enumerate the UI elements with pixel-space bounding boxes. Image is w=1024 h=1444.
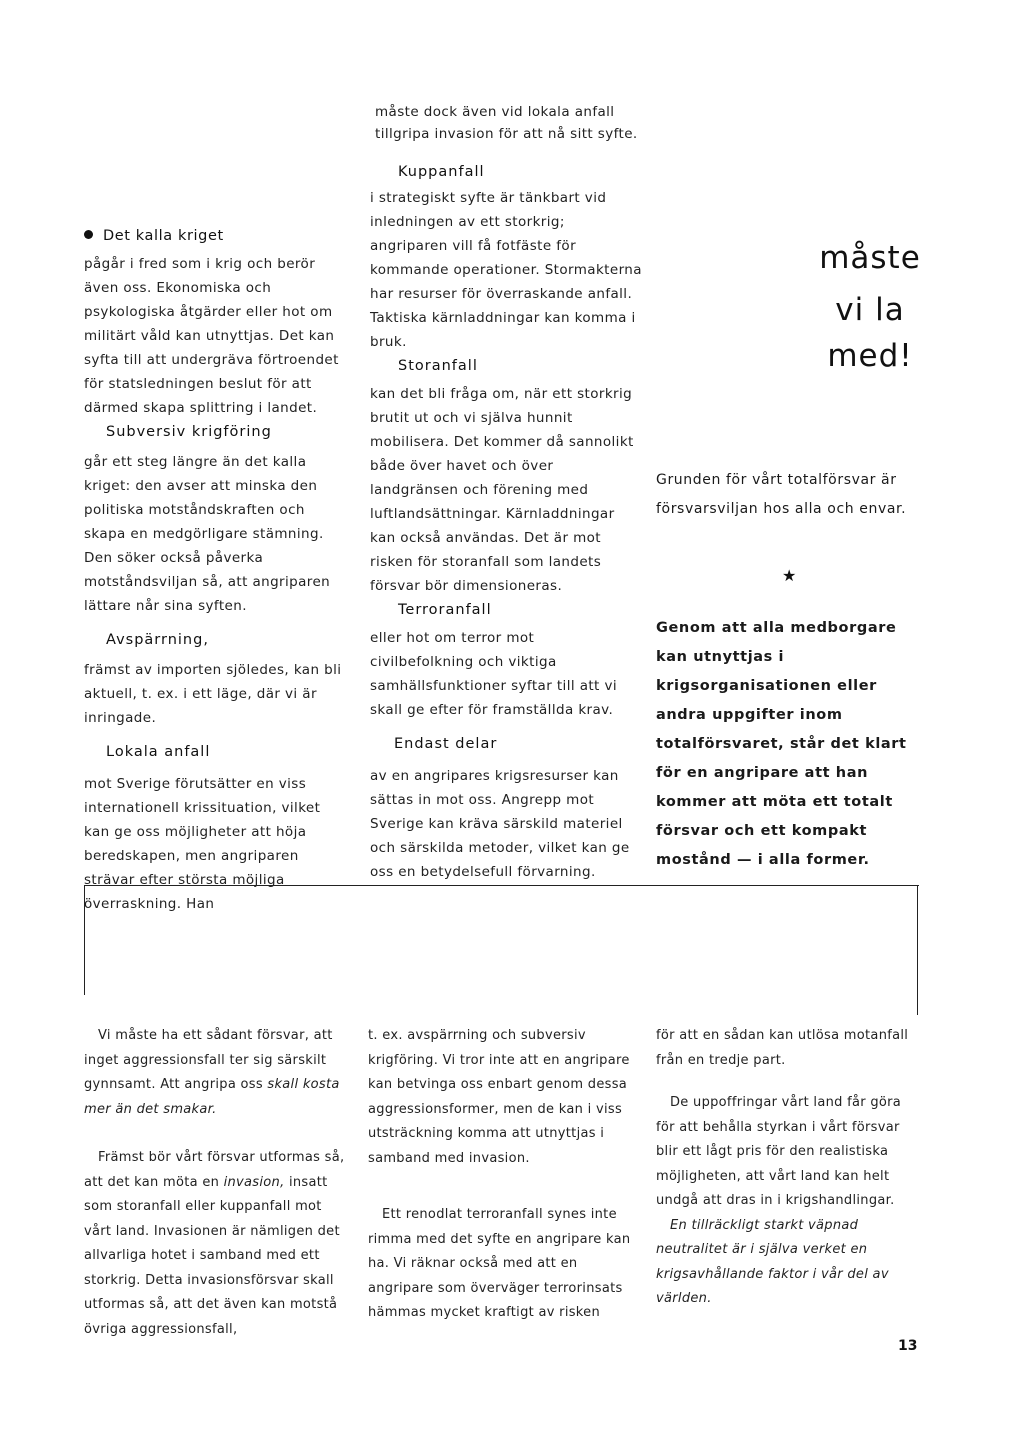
- paragraph-terroranfall: eller hot om terror mot civilbefolkning och viktiga samhällsfunktioner syftar till att vi skall ge efter för framställda krav.: [370, 630, 617, 718]
- frame-left-line: [84, 885, 85, 995]
- bottom-paragraph-4: Ett renodlat terroranfall synes inte rimma med det syfte en angripare kan ha. Vi räknar också med att en angripare som överväger terrorinsats hämmas mycket kraftigt av risken: [368, 1207, 631, 1320]
- bottom-paragraph-3: t. ex. avspärrning och subversiv krigföring. Vi tror inte att en angripare kan betvinga oss enbart genom dessa aggressionsformer, men de kan i viss utsträckning komma att utnyttjas i samband med invasion.: [368, 1028, 630, 1166]
- bottom-paragraph-5: för att en sådan kan utlösa motanfall från en tredje part.: [656, 1028, 909, 1068]
- bottom-paragraph-6: De uppoffringar vårt land får göra för att behålla styrkan i vårt försvar blir ett lågt pris för den realistiska möjligheten, att vårt land kan helt undgå att dras in i krigshandlingar.: [656, 1095, 902, 1208]
- bottom-column-3: [656, 1024, 922, 1312]
- bullet-icon: [84, 230, 93, 239]
- paragraph-lokala-anfall: mot Sverige förutsätter en viss internationell krissituation, vilket kan ge oss möjligheter att höja beredskapen, men angriparen strävar efter största möjliga överraskning. Han: [84, 776, 321, 912]
- left-column: [84, 224, 348, 916]
- frame-top-line: [84, 885, 919, 886]
- paragraph-det-kalla-kriget: pågår i fred som i krig och berör även oss. Ekonomiska och psykologiska åtgärder eller hot om militärt våld kan utnyttjas. Det kan syfta till att undergräva förtroendet för statsledningen beslut för att därmed skapa splittring i landet.: [84, 256, 339, 416]
- page-number: 13: [898, 1338, 918, 1354]
- bottom-paragraph-1: Vi måste ha ett sådant försvar, att inget aggressionsfall ter sig särskilt gynnsamt. Att angripa oss skall kosta mer än det smakar.: [84, 1028, 340, 1117]
- heading-subversiv-krigforing: Subversiv krigföring: [106, 424, 272, 440]
- slogan-line-1: måste: [819, 240, 921, 276]
- heading-endast-delar: Endast delar: [394, 736, 498, 752]
- paragraph-storanfall: kan det bli fråga om, när ett storkrig brutit ut och vi själva hunnit mobilisera. Det kommer då sannolikt både över havet och över landgränsen och förening med luftlandsättningar. Kärnladdningar kan också användas. Det är mot risken för storanfall som landets försvar bör dimensioneras.: [370, 386, 634, 594]
- bottom-paragraph-7: En tillräckligt starkt väpnad neutralitet är i själva verket en krigsavhållande faktor i vår del av världen.: [656, 1217, 889, 1306]
- top-line-2: tillgripa invasion för att nå sitt syfte.: [375, 126, 638, 142]
- paragraph-avsparrning: främst av importen sjöledes, kan bli aktuell, t. ex. i ett läge, där vi är inringade.: [84, 662, 342, 726]
- bottom-column-2: [368, 1024, 636, 1326]
- paragraph-kuppanfall: i strategiskt syfte är tänkbart vid inledningen av ett storkrig; angriparen vill få fotfäste för kommande operationer. Stormakterna har resurser för överraskande anfall. Taktiska kärnladdningar kan komma i bruk.: [370, 190, 642, 350]
- slogan-line-2: vi la: [835, 292, 905, 328]
- bottom-paragraph-2: Främst bör vårt försvar utformas så, att det kan möta en invasion, insatt som storanfall eller kuppanfall mot vårt land. Invasionen är nämligen det allvarliga hotet i samband med ett storkrig. Detta invasionsförsvar skall utformas så, att det även kan motstå övriga aggressionsfall,: [84, 1150, 345, 1337]
- slogan-line-3: med!: [827, 338, 913, 374]
- heading-lokala-anfall: Lokala anfall: [106, 744, 211, 760]
- star-icon: ★: [782, 566, 797, 585]
- heading-avsparrning: Avspärrning,: [106, 632, 209, 648]
- top-line-1: måste dock även vid lokala anfall: [375, 104, 615, 120]
- middle-column: [370, 160, 642, 884]
- heading-det-kalla-kriget: Det kalla kriget: [84, 224, 348, 248]
- paragraph-subversiv-krigforing: går ett steg längre än det kalla kriget: den avser att minska den politiska motståndskraften och skapa en medgörligare stämning. Den söker också påverka motståndsviljan så, att angriparen lättare når sina syften.: [84, 454, 331, 614]
- heading-storanfall: Storanfall: [398, 358, 478, 374]
- frame-right-line: [917, 885, 918, 1015]
- paragraph-grunden: Grunden för vårt totalförsvar är försvarsviljan hos alla och envar.: [656, 472, 907, 517]
- paragraph-genom-att: Genom att alla medborgare kan utnyttjas i krigsorganisationen eller andra uppgifter inom totalförsvaret, står det klart för en angripare att han kommer att möta ett totalt försvar och ett kompakt mostånd — i alla former.: [656, 620, 907, 868]
- heading-terroranfall: Terroranfall: [398, 602, 492, 618]
- bottom-column-1: [84, 1024, 346, 1342]
- paragraph-endast-delar: av en angripares krigsresurser kan sättas in mot oss. Angrepp mot Sverige kan kräva särskild materiel och särskilda metoder, vilket kan ge oss en betydelsefull förvarning.: [370, 768, 630, 880]
- top-continuation: [375, 101, 650, 145]
- heading-kuppanfall: Kuppanfall: [398, 164, 485, 180]
